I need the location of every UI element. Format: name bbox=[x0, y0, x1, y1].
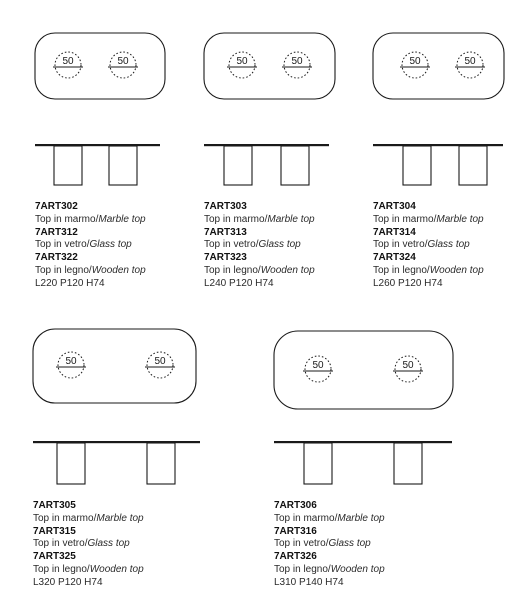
table-305-diameter-label-left: 50 bbox=[65, 356, 77, 367]
finish-it: Top in marmo/ bbox=[274, 512, 338, 524]
finish-line bbox=[274, 564, 385, 577]
table-303-leg-footprint-left bbox=[227, 52, 257, 78]
table-302-top-view bbox=[35, 33, 165, 99]
finish-it: Top in legno/ bbox=[274, 563, 331, 575]
finish-it: Top in legno/ bbox=[204, 264, 261, 276]
finish-it: Top in marmo/ bbox=[373, 213, 437, 225]
finish-en: Marble top bbox=[96, 512, 144, 524]
table-302-drawing bbox=[35, 33, 165, 185]
finish-en: Wooden top bbox=[429, 264, 484, 276]
table-306-diameter-label-left: 50 bbox=[312, 360, 324, 371]
product-code: 7ART315 bbox=[33, 525, 76, 537]
table-306-drawing bbox=[274, 331, 453, 484]
table-304-side-view bbox=[373, 144, 503, 185]
table-306-leg-footprint-left bbox=[303, 356, 333, 382]
finish-line bbox=[35, 239, 146, 252]
product-code: 7ART326 bbox=[274, 551, 317, 563]
table-303-diameter-label-right: 50 bbox=[291, 56, 303, 67]
product-code: 7ART304 bbox=[373, 201, 416, 212]
product-code: 7ART306 bbox=[274, 500, 317, 511]
table-306-specs bbox=[274, 500, 385, 590]
finish-en: Glass top bbox=[328, 538, 371, 550]
finish-en: Marble top bbox=[436, 213, 484, 225]
table-303-drawing bbox=[204, 33, 335, 185]
product-code: 7ART312 bbox=[35, 226, 78, 238]
table-306-leg-footprint-right bbox=[393, 356, 423, 382]
table-303-side-view bbox=[204, 144, 329, 185]
table-305-leg-footprint-right bbox=[145, 352, 175, 378]
product-code: 7ART323 bbox=[204, 252, 247, 264]
finish-it: Top in vetro/ bbox=[33, 538, 88, 550]
finish-line bbox=[204, 239, 315, 252]
table-306-diameter-label-right: 50 bbox=[402, 360, 414, 371]
dimensions: L220 P120 H74 bbox=[35, 277, 105, 289]
finish-line bbox=[373, 214, 484, 227]
finish-it: Top in legno/ bbox=[35, 264, 92, 276]
finish-line bbox=[274, 513, 385, 526]
table-304-top-view bbox=[373, 33, 504, 99]
finish-line bbox=[204, 265, 315, 278]
table-302-leg-footprint-left bbox=[53, 52, 83, 78]
product-code: 7ART302 bbox=[35, 201, 78, 212]
product-code: 7ART324 bbox=[373, 252, 416, 264]
finish-en: Wooden top bbox=[260, 264, 315, 276]
table-304-diameter-label-left: 50 bbox=[409, 56, 421, 67]
finish-line bbox=[35, 265, 146, 278]
table-305-side-view bbox=[33, 441, 200, 484]
table-306-top-view bbox=[274, 331, 453, 409]
dimensions: L310 P140 H74 bbox=[274, 576, 344, 588]
product-code: 7ART325 bbox=[33, 551, 76, 563]
table-304-drawing bbox=[373, 33, 504, 185]
product-code: 7ART316 bbox=[274, 525, 317, 537]
finish-it: Top in marmo/ bbox=[33, 512, 97, 524]
table-304-specs bbox=[373, 201, 484, 291]
finish-line bbox=[204, 214, 315, 227]
finish-en: Marble top bbox=[98, 213, 146, 225]
finish-it: Top in vetro/ bbox=[373, 239, 428, 251]
table-304-leg-footprint-left bbox=[400, 52, 430, 78]
finish-it: Top in vetro/ bbox=[35, 239, 90, 251]
table-302-side-view bbox=[35, 144, 160, 185]
finish-en: Marble top bbox=[337, 512, 385, 524]
finish-it: Top in legno/ bbox=[33, 563, 90, 575]
table-303-top-view bbox=[204, 33, 335, 99]
finish-line bbox=[33, 538, 144, 551]
finish-en: Marble top bbox=[267, 213, 315, 225]
dimensions: L320 P120 H74 bbox=[33, 576, 103, 588]
product-code: 7ART303 bbox=[204, 201, 247, 212]
finish-line bbox=[35, 214, 146, 227]
finish-en: Glass top bbox=[427, 239, 470, 251]
finish-line bbox=[373, 239, 484, 252]
table-302-specs bbox=[35, 201, 146, 291]
product-code: 7ART313 bbox=[204, 226, 247, 238]
table-303-diameter-label-left: 50 bbox=[236, 56, 248, 67]
table-305-specs bbox=[33, 500, 144, 590]
table-305-drawing bbox=[33, 329, 200, 484]
table-302-leg-footprint-right bbox=[108, 52, 138, 78]
finish-en: Wooden top bbox=[89, 563, 144, 575]
finish-it: Top in vetro/ bbox=[204, 239, 259, 251]
finish-it: Top in marmo/ bbox=[35, 213, 99, 225]
dimensions: L260 P120 H74 bbox=[373, 277, 443, 289]
finish-en: Glass top bbox=[258, 239, 301, 251]
finish-it: Top in vetro/ bbox=[274, 538, 329, 550]
table-305-diameter-label-right: 50 bbox=[154, 356, 166, 367]
table-305-top-view bbox=[33, 329, 196, 403]
table-304-leg-footprint-right bbox=[455, 52, 485, 78]
table-302-diameter-label-right: 50 bbox=[117, 56, 129, 67]
dimensions: L240 P120 H74 bbox=[204, 277, 274, 289]
table-303-specs bbox=[204, 201, 315, 291]
finish-en: Wooden top bbox=[330, 563, 385, 575]
finish-it: Top in legno/ bbox=[373, 264, 430, 276]
table-302-diameter-label-left: 50 bbox=[62, 56, 74, 67]
table-304-diameter-label-right: 50 bbox=[464, 56, 476, 67]
product-code: 7ART305 bbox=[33, 500, 76, 511]
finish-it: Top in marmo/ bbox=[204, 213, 268, 225]
product-code: 7ART314 bbox=[373, 226, 416, 238]
finish-en: Glass top bbox=[87, 538, 130, 550]
finish-line bbox=[274, 538, 385, 551]
finish-en: Wooden top bbox=[91, 264, 146, 276]
finish-line bbox=[33, 564, 144, 577]
finish-en: Glass top bbox=[89, 239, 132, 251]
table-306-side-view bbox=[274, 441, 452, 484]
table-303-leg-footprint-right bbox=[282, 52, 312, 78]
product-code: 7ART322 bbox=[35, 252, 78, 264]
finish-line bbox=[33, 513, 144, 526]
finish-line bbox=[373, 265, 484, 278]
table-305-leg-footprint-left bbox=[56, 352, 86, 378]
